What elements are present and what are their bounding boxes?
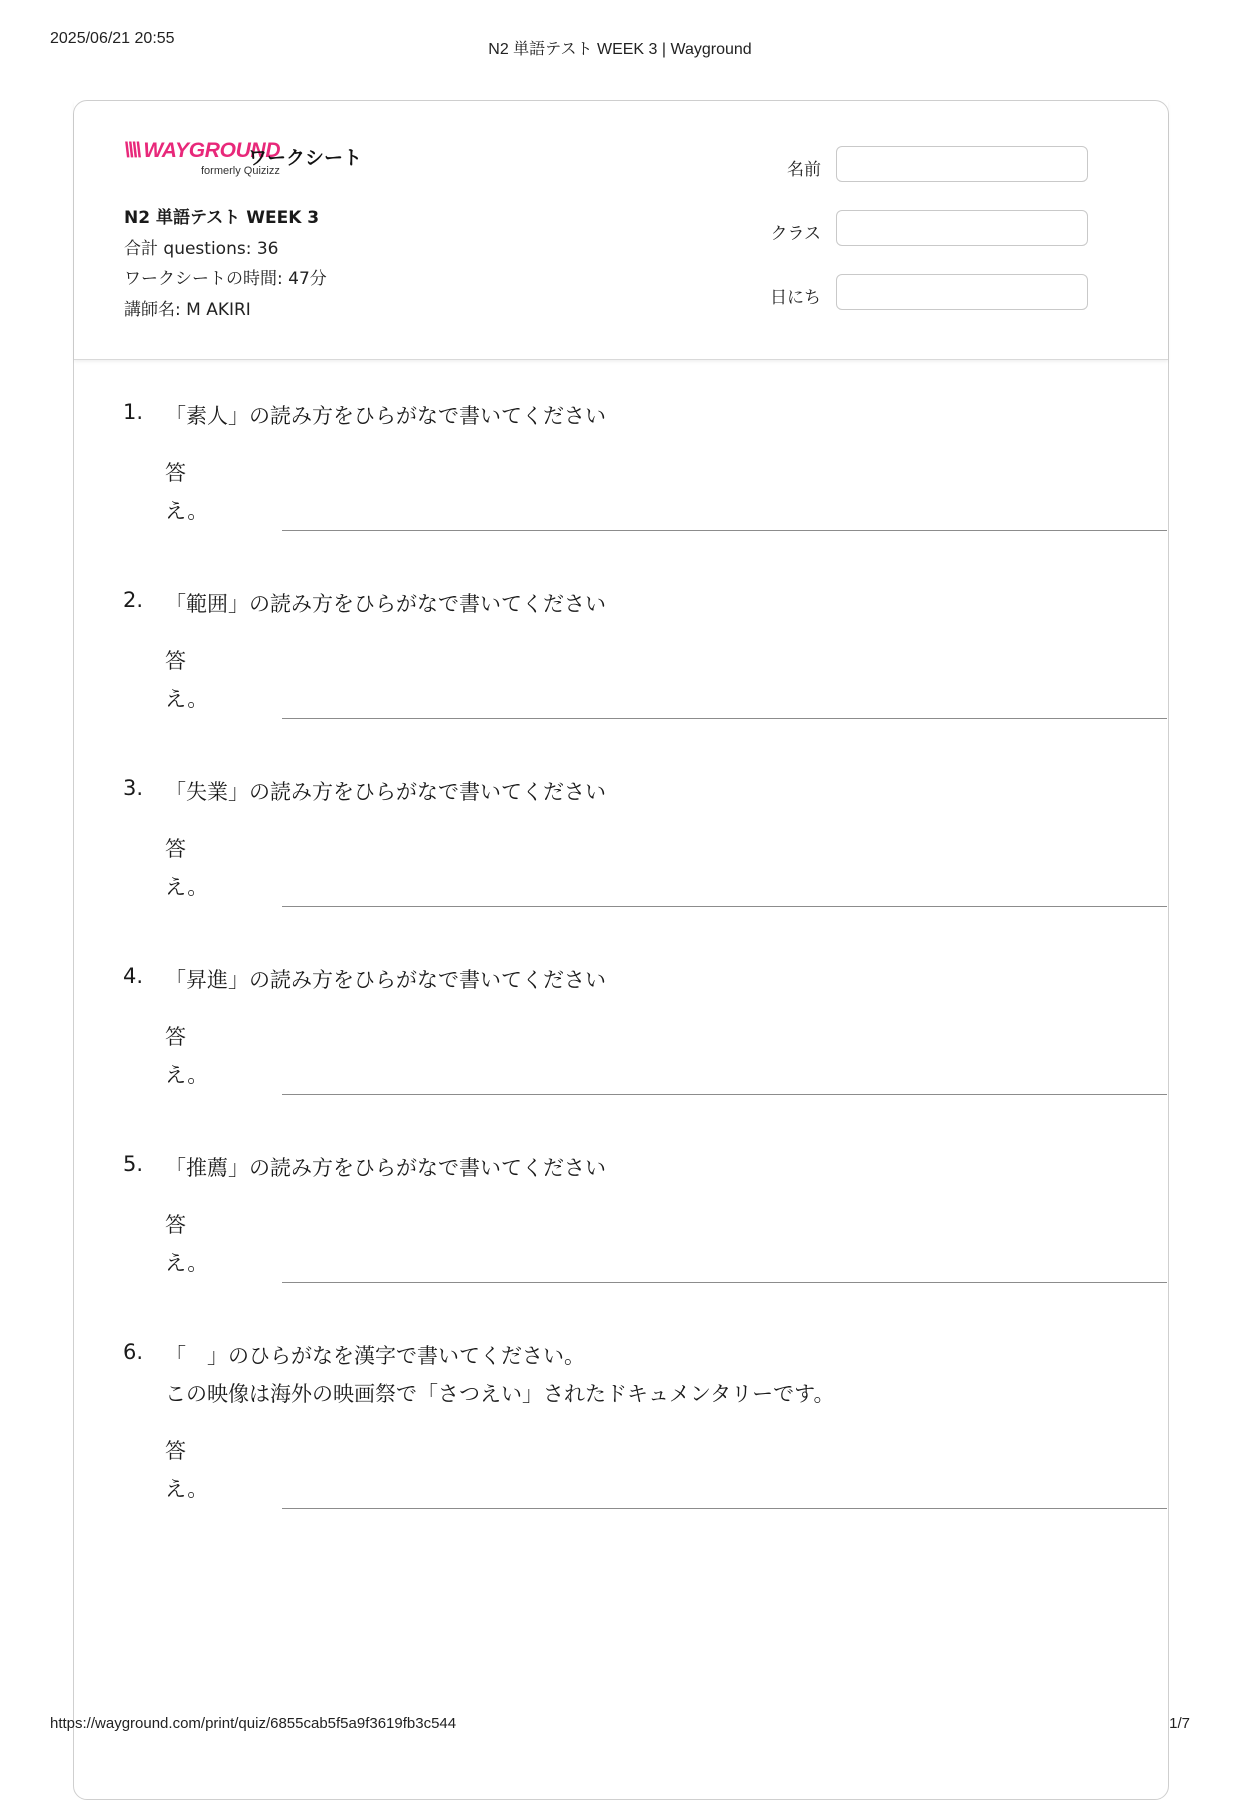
worksheet-card [73,100,1169,1800]
page-number: 1/7 [1169,1715,1190,1732]
logo-bars-icon: \\\\ [124,139,140,162]
print-page-title: N2 単語テスト WEEK 3 | Wayground [488,41,752,58]
date-label: 日にち [770,288,821,308]
answer-label: 答 え。 [165,1213,209,1275]
question-text: 「 」のひらがなを漢字で書いてください。 [165,1344,585,1368]
name-field[interactable] [836,146,1088,182]
print-header [50,30,1190,60]
question-number: 4. [123,964,144,988]
class-label: クラス [770,224,821,244]
question-text: 「昇進」の読み方をひらがなで書いてください [165,968,606,992]
print-datetime: 2025/06/21 20:55 [50,30,175,47]
answer-line[interactable] [282,1508,1167,1509]
answer-line[interactable] [282,530,1167,531]
worksheet-label: ワークシート [248,147,363,169]
question-sentence: この映像は海外の映画祭で「さつえい」されたドキュメンタリーです。 [165,1382,835,1406]
question-number: 2. [123,588,144,612]
quiz-title: N2 単語テスト WEEK 3 [124,208,320,228]
worksheet-header [74,101,1168,360]
answer-label: 答 え。 [165,1439,209,1501]
date-field[interactable] [836,274,1088,310]
answer-label: 答 え。 [165,1025,209,1087]
teacher-name: 講師名: M AKIRI [124,300,251,320]
question-text: 「失業」の読み方をひらがなで書いてください [165,780,606,804]
class-field[interactable] [836,210,1088,246]
print-url: https://wayground.com/print/quiz/6855cab5f5a9f3619fb3c544 [50,1715,457,1732]
question-number: 3. [123,776,144,800]
question-text: 「素人」の読み方をひらがなで書いてください [165,404,606,428]
answer-label: 答 え。 [165,837,209,899]
question-text: 「推薦」の読み方をひらがなで書いてください [165,1156,606,1180]
answer-line[interactable] [282,1282,1167,1283]
worksheet-duration: ワークシートの時間: 47分 [124,269,327,289]
answer-line[interactable] [282,1094,1167,1095]
question-number: 5. [123,1152,144,1176]
question-text: 「範囲」の読み方をひらがなで書いてください [165,592,606,616]
logo-subtitle: formerly Quizizz [201,165,280,177]
answer-label: 答 え。 [165,649,209,711]
answer-label: 答 え。 [165,461,209,523]
total-questions: 合計 questions: 36 [124,239,279,259]
logo-brand-text: WAYGROUND [143,139,281,162]
answer-line[interactable] [282,718,1167,719]
question-number: 6. [123,1340,144,1364]
question-number: 1. [123,400,144,424]
answer-line[interactable] [282,906,1167,907]
name-label: 名前 [787,160,821,180]
